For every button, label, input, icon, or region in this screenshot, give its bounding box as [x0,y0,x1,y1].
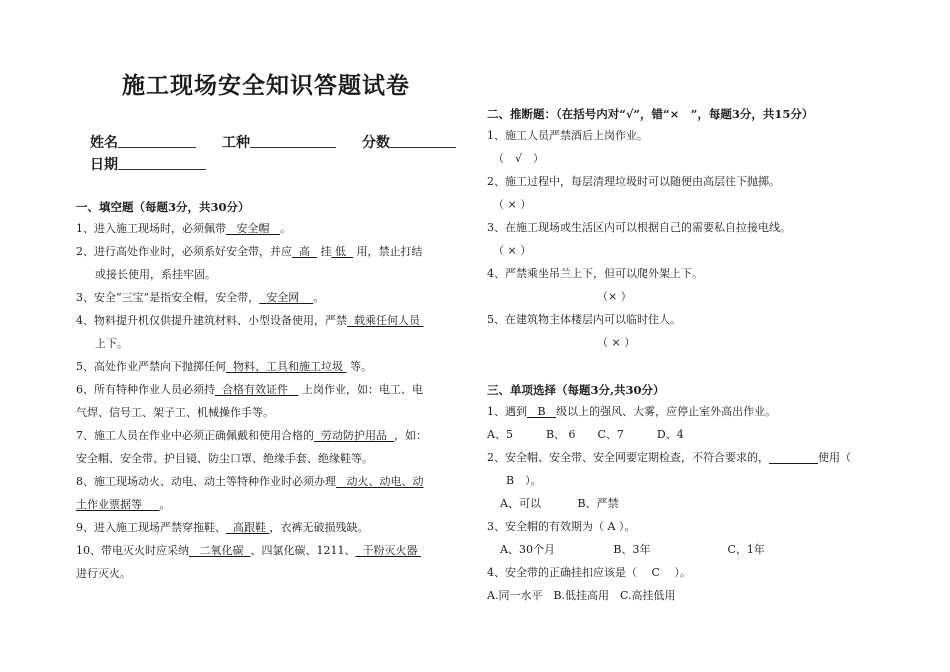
section-heading: 二、推断题：（在括号内对“√”，错“× ”，每题3分，共15分） [487,107,814,121]
question-continuation: 气焊、信号工、架子工、机械操作手等。 [76,406,274,419]
score-field[interactable] [390,132,456,148]
date-label: 日期 [90,157,118,173]
answer-blank: 土作业票据等 [76,498,142,511]
answer-blank: 安全网 [266,291,300,304]
question-item [76,378,476,401]
answer-mark: （ × ） [597,336,636,349]
choice-options: A、5 B、 6 C、7 D、4 [487,428,684,441]
answer-mark: （ √ ） [493,152,545,165]
question-text: 6、所有特种作业人员必须持 [76,383,215,396]
question-text: 7、施工人员在作业中必须正确佩戴和使用合格的 [76,429,314,442]
answer-blank: 物料、工具和施工垃圾 [233,360,343,373]
question-text: 、四氯化碳、1211、 [250,544,356,557]
question-item [76,217,476,240]
question-item: 4、安全带的正确挂扣应该是（ C ）。 [487,566,691,579]
question-text: 。 [280,222,291,235]
question-text: 10、带电灭火时应采纳 [76,544,189,557]
answer-blank: 载乘任何人员 [354,314,420,327]
section-heading: 三、单项选择（每题3分,共30分） [487,383,665,397]
question-item [76,286,476,309]
question-text: 级以上的强风、大雾，应停止室外高出作业。 [556,405,777,418]
question-item [76,240,476,263]
answer-mark: （ × ） [493,244,532,257]
question-item: 4、严禁乘坐吊兰上下，但可以爬外架上下。 [487,267,703,280]
question-text: 使用（ [817,451,851,464]
question-text: 上岗作业，如：电工、电 [302,383,423,396]
question-text: 1、进入施工现场时，必须佩带 [76,222,226,235]
question-text: 。 [159,498,171,511]
left-column [76,70,476,585]
date-field[interactable] [118,154,206,170]
answer-blank: 干粉灭火器 [362,544,418,557]
question-text: 9、进入施工现场严禁穿拖鞋、 [76,521,226,534]
question-text: 4、物料提升机仅供提升建筑材料、小型设备使用，严禁 [76,314,347,327]
answer-blank [769,451,818,464]
answer-mark: （ × ） [493,198,532,211]
question-item [76,470,476,493]
answer-blank: B [537,405,546,418]
question-text: 2、安全帽、安全带、安全网要定期检查，不符合要求的， [487,451,769,464]
question-text: 。 [313,291,325,304]
question-item: 2、施工过程中，每层清理垃圾时可以随便由高层往下抛掷。 [487,175,780,188]
question-text: 等。 [350,360,372,373]
question-continuation: 上下。 [95,337,128,350]
answer-blank: 高 [299,245,310,258]
question-item [487,400,907,423]
question-text: 用，禁止打结 [356,245,423,258]
job-field[interactable] [250,132,336,148]
question-text: 5、高处作业严禁向下抛掷任何 [76,360,226,373]
true-false-section [487,104,907,354]
question-continuation: 或接长使用，系挂牢固。 [95,268,216,281]
question-item [76,539,476,562]
question-continuation [76,493,476,516]
fill-in-section [76,197,476,585]
question-item [76,309,476,332]
question-item: 1、施工人员严禁酒后上岗作业。 [487,129,648,142]
question-text: 8、施工现场动火、动电、动土等特种作业时必须办理 [76,475,336,488]
question-item [487,446,907,469]
choice-options: A、可以 B、严禁 [500,497,619,510]
question-continuation: 安全帽、安全带、护目镜、防尘口罩、绝缘手套、绝缘鞋等。 [76,452,373,465]
question-continuation: 进行灭火。 [76,567,131,580]
score-label: 分数 [362,135,390,151]
question-item [76,516,476,539]
answer-blank: 低 [335,245,346,258]
answer-blank: 劳动防护用品 [321,429,387,442]
page-title: 施工现场安全知识答题试卷 [122,72,410,99]
info-row-1 [76,132,476,154]
question-item: 3、安全帽的有效期为（ A ）。 [487,520,636,533]
question-continuation: B ）。 [506,474,542,487]
question-text: 2、进行高处作业时，必须系好安全带，并应 [76,245,292,258]
question-text: 3、安全“三宝”是指安全帽，安全带， [76,291,260,304]
question-text: ，衣裤无破损残缺。 [269,521,369,534]
question-item [76,424,476,447]
answer-mark: （× ） [597,290,632,303]
right-column [487,104,907,607]
answer-blank: 合格有效证件 [222,383,288,396]
question-text: 挂 [320,245,332,258]
info-row-2 [76,154,476,176]
answer-blank: 动火、动电、动 [346,475,424,488]
job-label: 工种 [222,135,250,151]
question-item [76,355,476,378]
answer-blank: 二氧化碳 [199,544,244,557]
choice-options: A.同一水平 B.低挂高用 C.高挂低用 [487,589,676,602]
answer-blank: 高跟鞋 [233,521,266,534]
question-item: 3、在施工现场或生活区内可以根据自己的需要私自拉接电线。 [487,221,791,234]
candidate-info [76,132,476,176]
answer-blank: 安全帽 [236,222,270,235]
choice-options: A、30个月 B、3年 C、1年 [500,543,765,556]
name-field[interactable] [118,132,196,148]
question-item: 5、在建筑物主体楼层内可以临时住人。 [487,313,681,326]
name-label: 姓名 [90,135,118,151]
section-heading: 一、填空题（每题3分，共30分） [76,200,250,214]
question-text: ，如： [394,429,427,442]
question-text: 1、遇到 [487,405,527,418]
single-choice-section [487,380,907,607]
